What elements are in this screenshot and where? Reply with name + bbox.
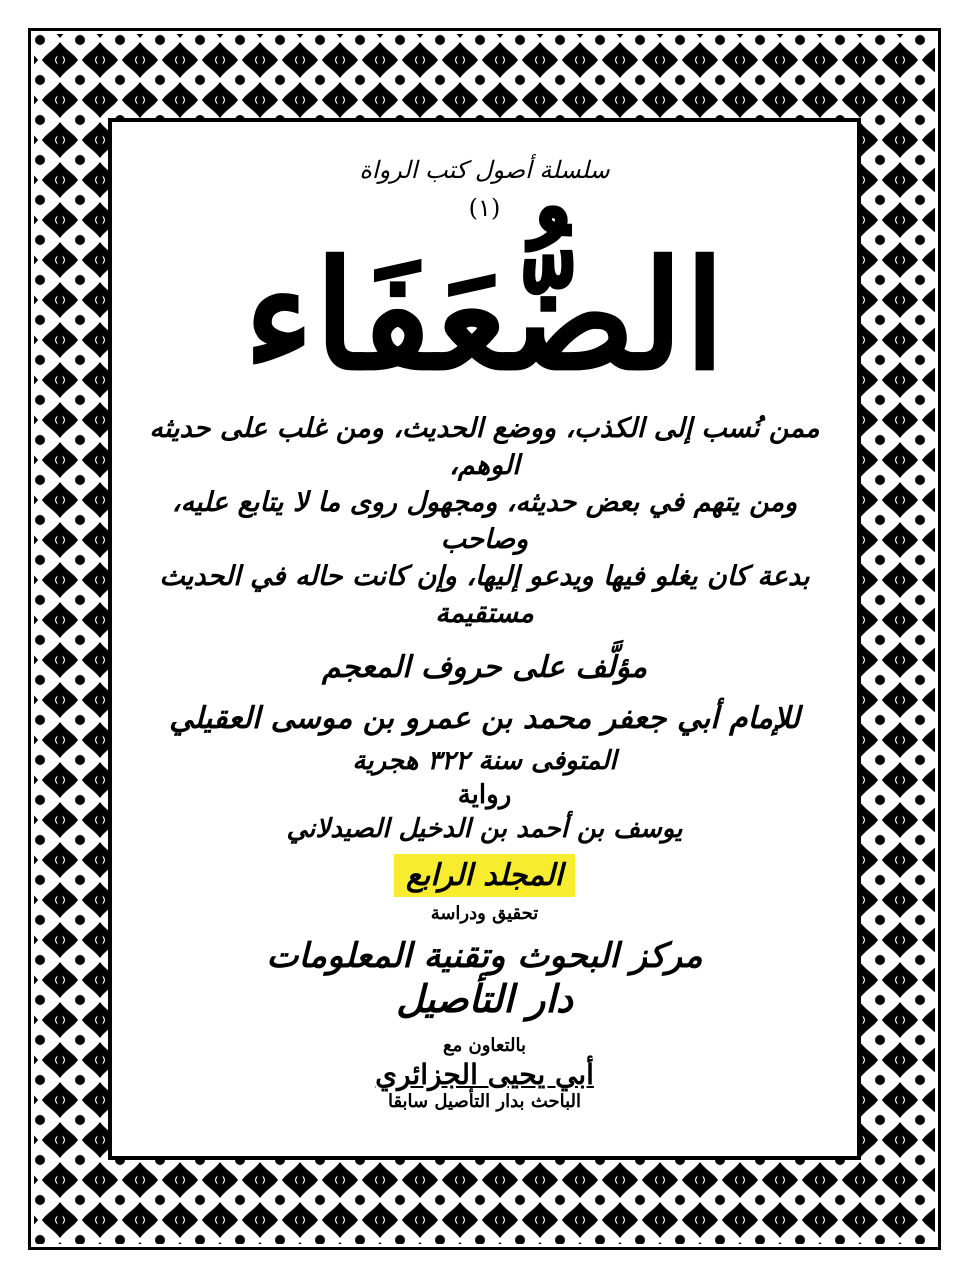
narrator-name: يوسف بن أحمد بن الدخيل الصيدلاني [286,814,683,844]
description-line: ومن يتهم في بعض حديثه، ومجهول روى ما لا يتابع عليه، وصاحب [171,487,798,555]
cooperator-name: أبي يحيى الجزائري [375,1058,594,1091]
cooperator-title: الباحث بدار التأصيل سابقا [387,1091,582,1112]
cooperation-label: بالتعاون مع [443,1035,526,1056]
volume-label: المجلد الرابع [394,854,575,897]
description-line: ممن نُسب إلى الكذب، ووضع الحديث، ومن غلب على حديثه الوهم، [149,413,820,481]
author-name: للإمام أبي جعفر محمد بن عمرو بن موسى العقيلي [169,701,800,736]
death-year: المتوفى سنة ٣٢٢ هجرية [352,746,617,776]
series-title: سلسلة أصول كتب الرواة [359,156,610,184]
arrangement-note: مؤلَّف على حروف المعجم [321,650,648,685]
book-title: الضُّعَفَاء [243,228,726,404]
series-number: (١) [468,194,501,222]
cover-content [130,130,839,1112]
book-description [130,410,839,632]
riwaya-label: رواية [457,780,512,810]
research-center: مركز البحوث وتقنية المعلومات [266,936,703,976]
publisher-name: دار التأصيل [396,976,573,1021]
description-line: بدعة كان يغلو فيها ويدعو إليها، وإن كانت حاله في الحديث مستقيمة [159,561,810,629]
tahqiq-label: تحقيق ودراسة [430,903,539,924]
